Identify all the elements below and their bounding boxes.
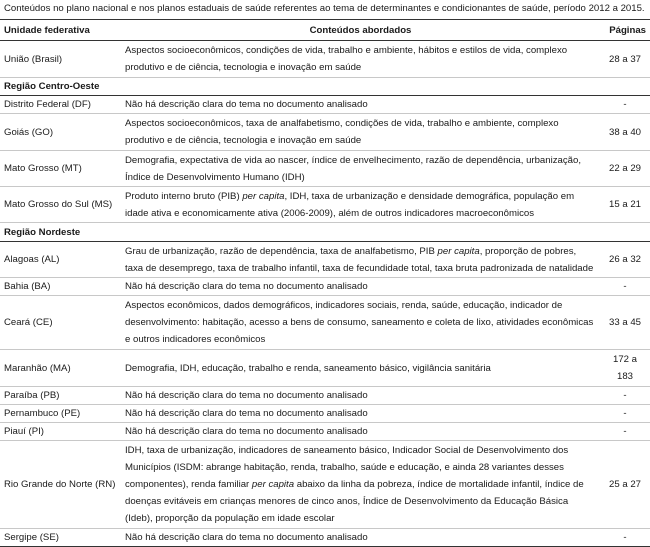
table-row <box>0 96 650 114</box>
pages-cell: - <box>600 387 650 405</box>
table-row <box>0 151 650 187</box>
unit-cell: Bahia (BA) <box>0 278 121 296</box>
pages-cell: - <box>600 423 650 441</box>
content-cell: Demografia, IDH, educação, trabalho e renda, saneamento básico, vigilância sanitária <box>121 350 600 387</box>
table-row <box>0 41 650 78</box>
content-text: , IDH, taxa de urbanização e densidade demográfica, população em idade ativa e economicamente ativa (2006-2009), além de outros indicadores macroeconômicos <box>125 190 575 219</box>
unit-cell: Paraíba (PB) <box>0 387 121 405</box>
pages-cell: 172 a 183 <box>600 350 650 387</box>
content-text: , proporção de pobres, taxa de desemprego, taxa de trabalho infantil, taxa de fecundidade total, taxa bruta padronizada de natalidade <box>125 245 594 274</box>
pages-cell: 38 a 40 <box>600 114 650 151</box>
pages-cell: 26 a 32 <box>600 242 650 278</box>
content-cell: Aspectos econômicos, dados demográficos, indicadores sociais, renda, saúde, educação, indicador de desenvolvimento: habitação, acesso a bens de consumo, saneamento e coleta de lixo, atividades econômicas e outros indicadores econômicos <box>121 296 600 350</box>
pages-cell: - <box>600 405 650 423</box>
pages-cell: 28 a 37 <box>600 41 650 78</box>
unit-cell: Mato Grosso do Sul (MS) <box>0 187 121 223</box>
unit-cell: Rio Grande do Norte (RN) <box>0 441 121 529</box>
content-cell: Demografia, expectativa de vida ao nascer, índice de envelhecimento, razão de dependência, urbanização, Índice de Desenvolvimento Humano (IDH) <box>121 151 600 187</box>
table-row <box>0 405 650 423</box>
content-cell: Não há descrição clara do tema no documento analisado <box>121 387 600 405</box>
unit-cell: Distrito Federal (DF) <box>0 96 121 114</box>
region-label: Região Nordeste <box>0 223 650 242</box>
table-row <box>0 529 650 547</box>
content-cell <box>121 441 600 529</box>
content-italic: per capita <box>437 245 480 257</box>
table-row <box>0 350 650 387</box>
region-header <box>0 223 650 242</box>
unit-cell: Goiás (GO) <box>0 114 121 151</box>
content-cell: Não há descrição clara do tema no documento analisado <box>121 405 600 423</box>
pages-cell: 15 a 21 <box>600 187 650 223</box>
table-row <box>0 441 650 529</box>
content-text: Grau de urbanização, razão de dependência, taxa de analfabetismo, PIB <box>125 245 438 257</box>
table-row <box>0 423 650 441</box>
pages-cell: 33 a 45 <box>600 296 650 350</box>
unit-cell: Pernambuco (PE) <box>0 405 121 423</box>
content-cell: Não há descrição clara do tema no documento analisado <box>121 423 600 441</box>
table-row <box>0 278 650 296</box>
unit-cell: Maranhão (MA) <box>0 350 121 387</box>
content-cell <box>121 242 600 278</box>
pages-cell: 25 a 27 <box>600 441 650 529</box>
table-row <box>0 187 650 223</box>
header-content: Conteúdos abordados <box>121 20 600 41</box>
pages-cell: - <box>600 278 650 296</box>
table-caption: Conteúdos no plano nacional e nos planos estaduais de saúde referentes ao tema de determinantes e condicionantes de saúde, período 2012 a 2015. <box>4 3 645 14</box>
pages-cell: - <box>600 96 650 114</box>
header-pages: Páginas <box>600 20 650 41</box>
content-italic: per capita <box>242 190 285 202</box>
table-row <box>0 114 650 151</box>
table-row <box>0 387 650 405</box>
content-cell: Não há descrição clara do tema no documento analisado <box>121 529 600 547</box>
unit-cell: Alagoas (AL) <box>0 242 121 278</box>
unit-cell: Sergipe (SE) <box>0 529 121 547</box>
health-plans-table <box>0 19 650 547</box>
content-cell <box>121 187 600 223</box>
content-cell: Aspectos socioeconômicos, taxa de analfabetismo, condições de vida, trabalho e ambiente, complexo produtivo e de ciência, tecnologia e inovação em saúde <box>121 114 600 151</box>
content-cell: Não há descrição clara do tema no documento analisado <box>121 96 600 114</box>
content-text: Produto interno bruto (PIB) <box>125 190 243 202</box>
content-cell: Aspectos socioeconômicos, condições de vida, trabalho e ambiente, hábitos e estilos de vida, complexo produtivo e de ciência, tecnologia e inovação em saúde <box>121 41 600 78</box>
region-header <box>0 78 650 96</box>
content-italic: per capita <box>251 479 295 490</box>
table-row <box>0 296 650 350</box>
content-text: abaixo da linha da pobreza, índice de mortalidade infantil, índice de doenças evitáveis em crianças menores de cinco anos, Índice de Desenvolvimento da Educação Básica (Ideb), proporção da população em idade escolar <box>125 479 584 524</box>
header-row <box>0 20 650 41</box>
header-unit: Unidade federativa <box>0 20 121 41</box>
content-text: IDH, taxa de urbanização, indicadores de saneamento básico, Indicador Social de Desenvolvimento dos Municípios (ISDM: abrange habitação, renda, trabalho, saúde e educação, e ainda 28 variantes desses componentes), renda familiar <box>125 445 569 490</box>
pages-cell: 22 a 29 <box>600 151 650 187</box>
unit-cell: Piauí (PI) <box>0 423 121 441</box>
table-row <box>0 242 650 278</box>
unit-cell: Mato Grosso (MT) <box>0 151 121 187</box>
unit-cell: Ceará (CE) <box>0 296 121 350</box>
content-cell: Não há descrição clara do tema no documento analisado <box>121 278 600 296</box>
pages-cell: - <box>600 529 650 547</box>
unit-cell: União (Brasil) <box>0 41 121 78</box>
region-label: Região Centro-Oeste <box>0 78 650 96</box>
